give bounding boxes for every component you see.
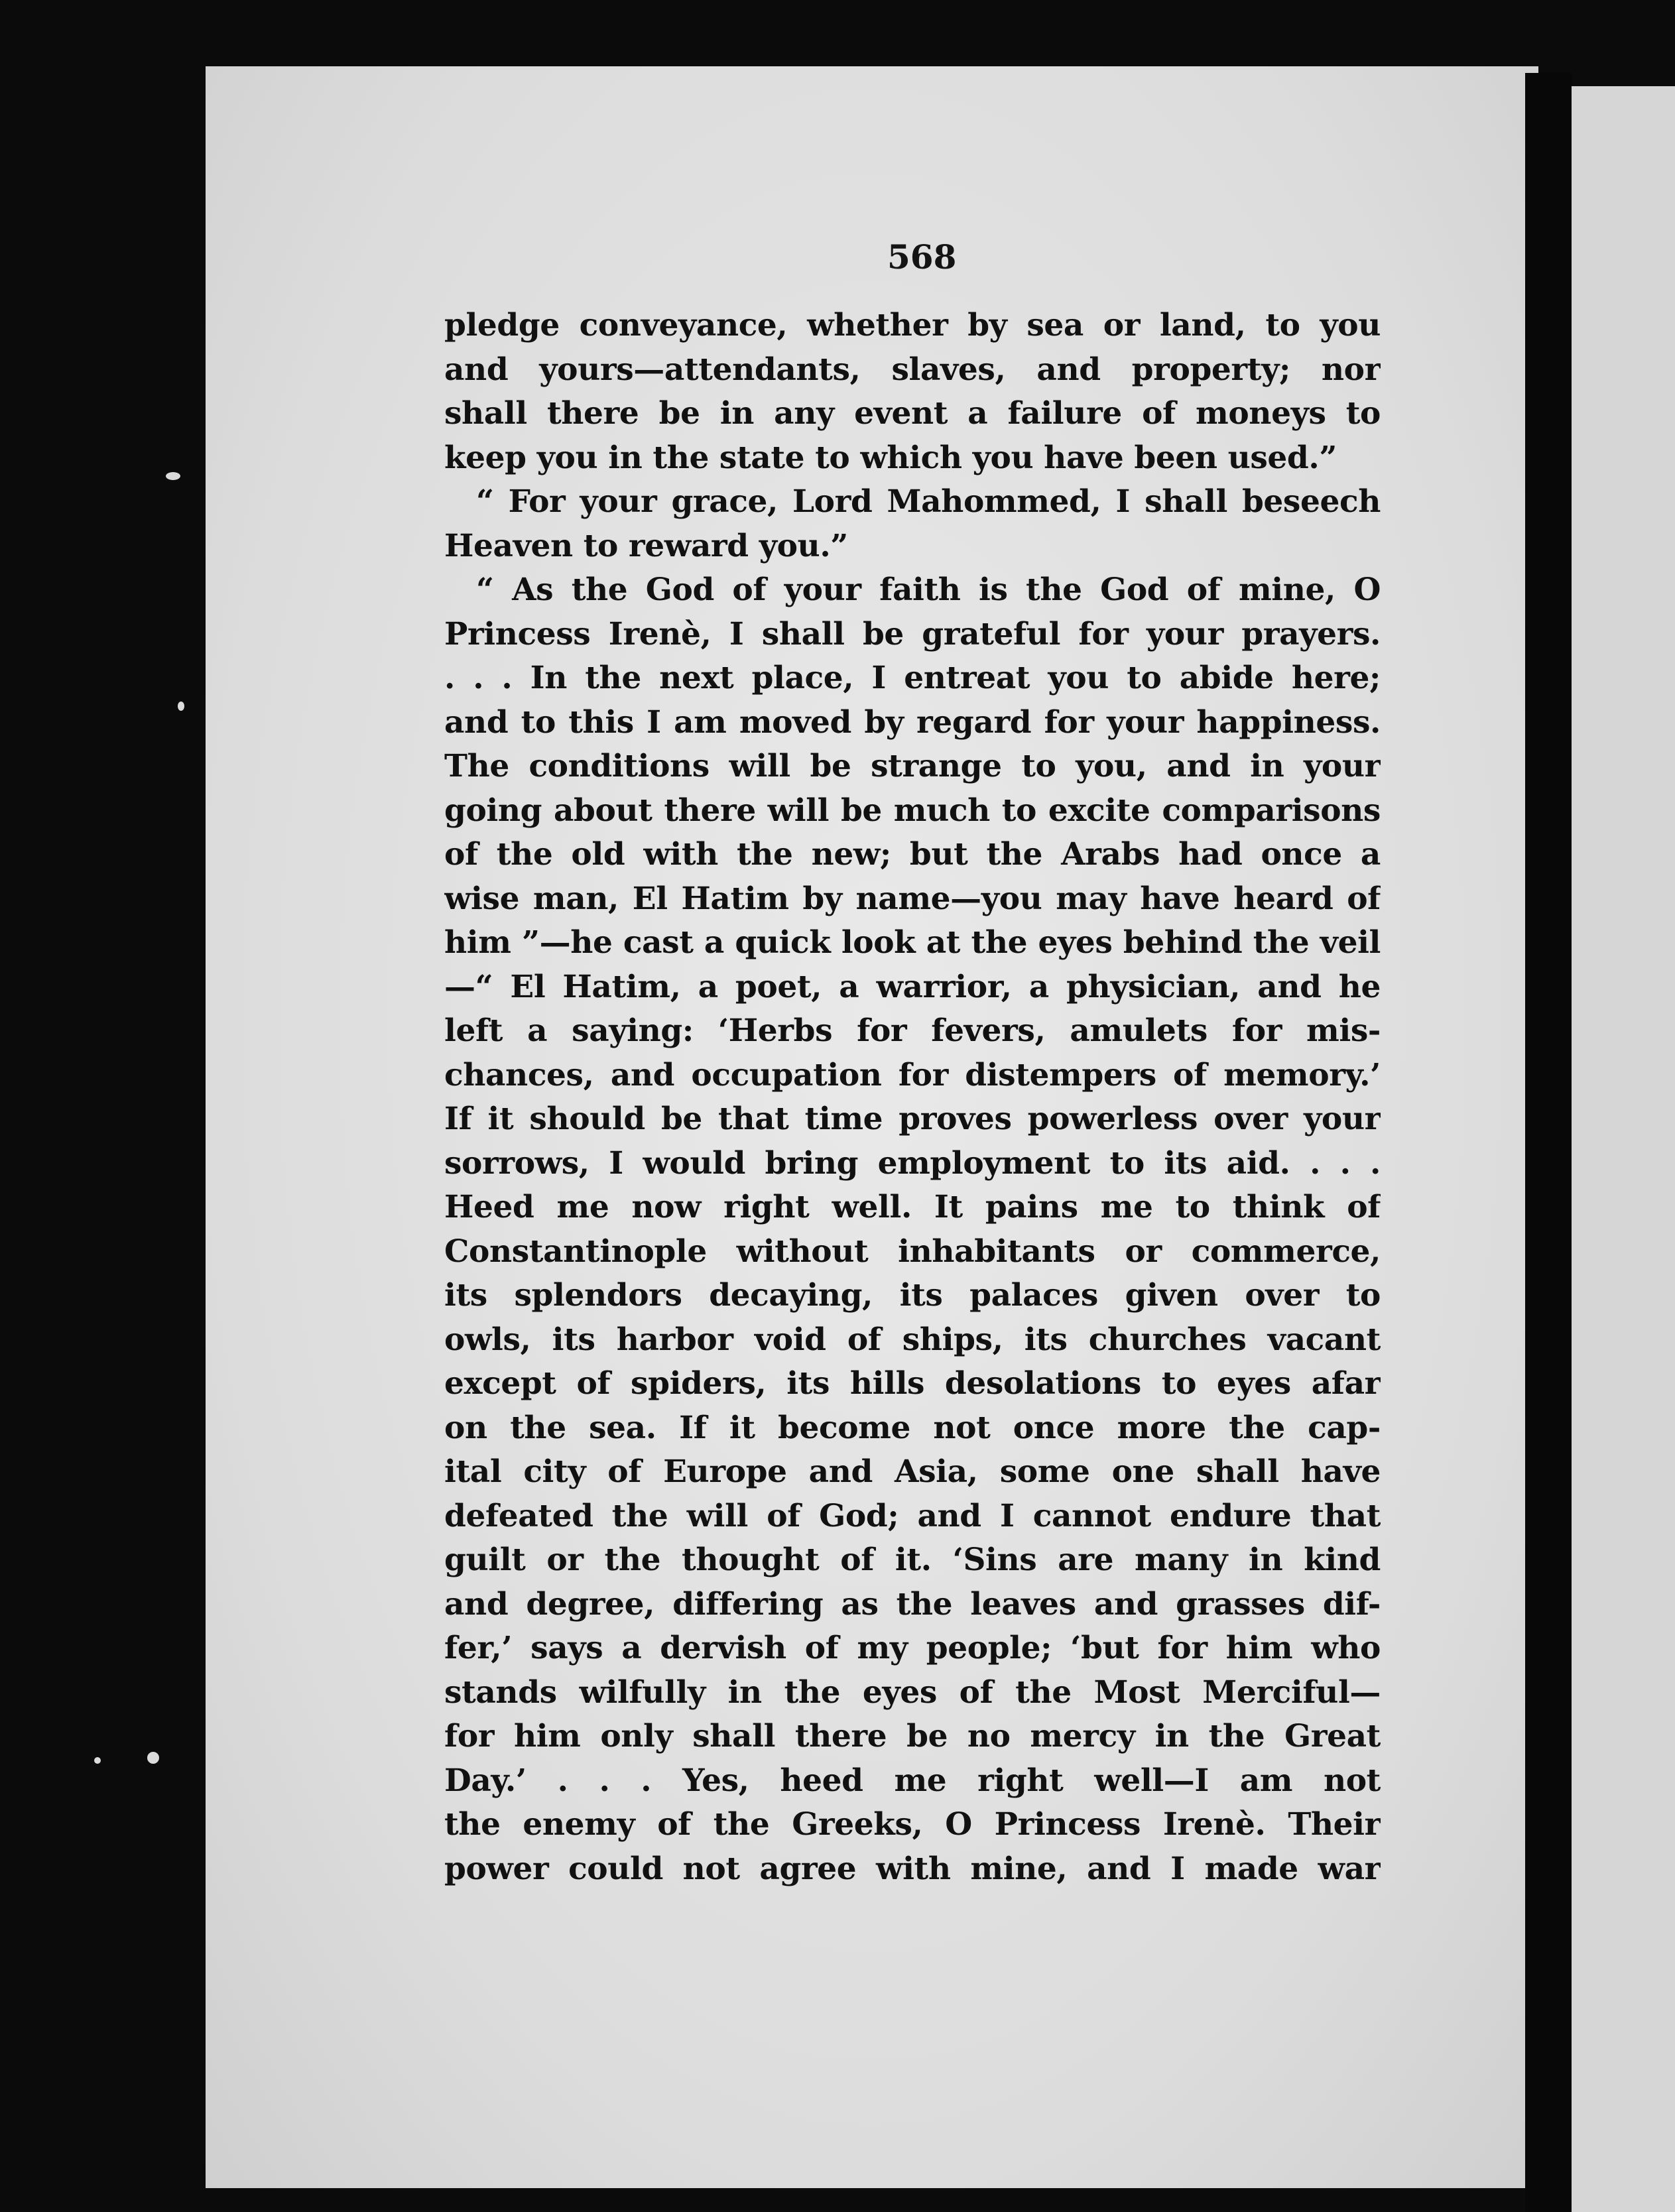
text-line: chances, and occupation for distempers of memory.’ bbox=[444, 1056, 1381, 1093]
text-line: and to this I am moved by regard for your happiness. bbox=[444, 704, 1381, 741]
text-line: and degree, differing as the leaves and grasses dif- bbox=[444, 1585, 1381, 1623]
text-line: The conditions will be strange to you, and in your bbox=[444, 748, 1381, 784]
text-line: “ As the God of your faith is the God of mine, O bbox=[476, 572, 1381, 608]
text-line: keep you in the state to which you have been used.” bbox=[444, 439, 1337, 476]
text-line: him ”—he cast a quick look at the eyes behind the veil bbox=[444, 924, 1381, 961]
text-line: Heed me now right well. It pains me to think of bbox=[444, 1189, 1381, 1225]
text-line: stands wilfully in the eyes of the Most Merciful— bbox=[444, 1674, 1381, 1711]
text-line: on the sea. If it become not once more the cap- bbox=[444, 1409, 1381, 1446]
scan-speck bbox=[166, 472, 180, 480]
gutter-shadow bbox=[1525, 73, 1572, 2212]
text-line: —“ El Hatim, a poet, a warrior, a physician, and he bbox=[444, 968, 1381, 1005]
text-line: except of spiders, its hills desolations to eyes afar bbox=[444, 1365, 1381, 1402]
text-line: Princess Irenè, I shall be grateful for your prayers. bbox=[444, 615, 1381, 652]
text-line: of the old with the new; but the Arabs had once a bbox=[444, 836, 1381, 873]
text-line: shall there be in any event a failure of moneys to bbox=[444, 395, 1381, 432]
text-line: Heaven to reward you.” bbox=[444, 527, 848, 564]
adjacent-page-edge bbox=[1572, 86, 1675, 2212]
scan-speck bbox=[94, 1757, 101, 1764]
text-line: “ For your grace, Lord Mahommed, I shall beseech bbox=[476, 483, 1381, 520]
text-line: power could not agree with mine, and I made war bbox=[444, 1850, 1381, 1887]
text-line: its splendors decaying, its palaces given over to bbox=[444, 1277, 1381, 1314]
text-line: left a saying: ‘Herbs for fevers, amulets for mis- bbox=[444, 1013, 1381, 1049]
page-number: 568 bbox=[887, 237, 957, 276]
text-line: If it should be that time proves powerless over your bbox=[444, 1101, 1381, 1137]
text-line: owls, its harbor void of ships, its churches vacant bbox=[444, 1321, 1381, 1358]
text-line: defeated the will of God; and I cannot endure that bbox=[444, 1497, 1381, 1534]
text-line: Constantinople without inhabitants or commerce, bbox=[444, 1233, 1381, 1270]
text-line: guilt or the thought of it. ‘Sins are many in kind bbox=[444, 1542, 1381, 1578]
scan-speck bbox=[178, 702, 184, 711]
text-line: and yours—attendants, slaves, and property; nor bbox=[444, 351, 1381, 388]
text-line: wise man, El Hatim by name—you may have heard of bbox=[444, 880, 1381, 917]
text-line: pledge conveyance, whether by sea or land, to you bbox=[444, 307, 1381, 343]
text-line: Day.’ . . . Yes, heed me right well—I am not bbox=[444, 1762, 1381, 1799]
body-text bbox=[444, 304, 1381, 1891]
text-line: for him only shall there be no mercy in the Great bbox=[444, 1718, 1381, 1754]
text-line: ital city of Europe and Asia, some one shall have bbox=[444, 1453, 1381, 1490]
text-line: sorrows, I would bring employment to its aid. . . . bbox=[444, 1144, 1381, 1182]
text-line: going about there will be much to excite comparisons bbox=[444, 792, 1381, 829]
text-line: . . . In the next place, I entreat you to abide here; bbox=[444, 660, 1381, 696]
scan-speck bbox=[147, 1752, 159, 1764]
text-line: fer,’ says a dervish of my people; ‘but for him who bbox=[444, 1630, 1381, 1666]
text-line: the enemy of the Greeks, O Princess Irenè. Their bbox=[444, 1806, 1381, 1843]
